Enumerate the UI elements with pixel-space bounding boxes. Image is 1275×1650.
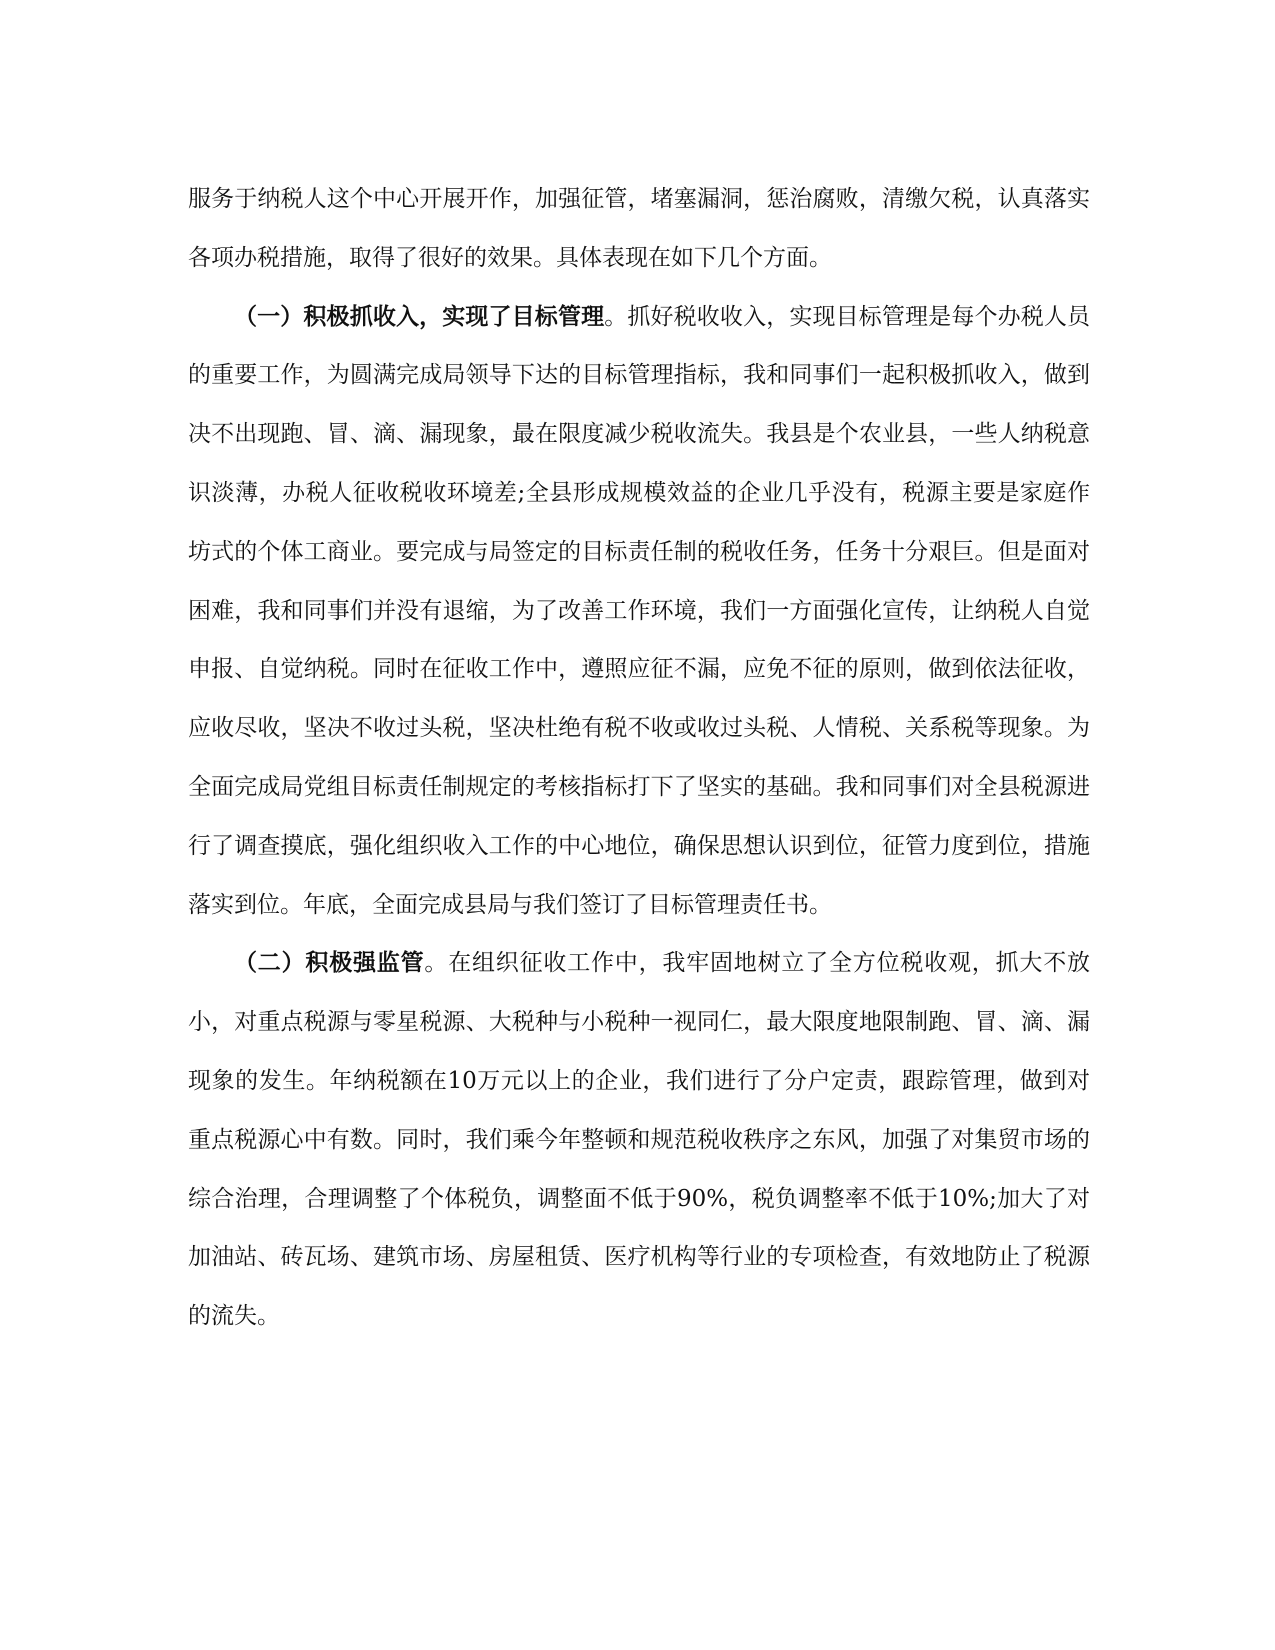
- section-1-heading: （一）积极抓收入，实现了目标管理: [234, 302, 605, 330]
- paragraph-intro-text: 服务于纳税人这个中心开展开作，加强征管，堵塞漏洞，惩治腐败，清缴欠税，认真落实各项办税措施，取得了很好的效果。具体表现在如下几个方面。: [188, 186, 1090, 271]
- section-1-text: 。抓好税收收入，实现目标管理是每个办税人员的重要工作，为圆满完成局领导下达的目标管理指标，我和同事们一起积极抓收入，做到决不出现跑、冒、滴、漏现象，最在限度减少税收流失。我县是个农业县，一些人纳税意识淡薄，办税人征收税收环境差;全县形成规模效益的企业几乎没有，税源主要是家庭作坊式的个体工商业。要完成与局签定的目标责任制的税收任务，任务十分艰巨。但是面对困难，我和同事们并没有退缩，为了改善工作环境，我们一方面强化宣传，让纳税人自觉申报、自觉纳税。同时在征收工作中，遵照应征不漏，应免不征的原则，做到依法征收，应收尽收，坚决不收过头税，坚决杜绝有税不收或收过头税、人情税、关系税等现象。为全面完成局党组目标责任制规定的考核指标打下了坚实的基础。我和同事们对全县税源进行了调查摸底，强化组织收入工作的中心地位，确保思想认识到位，征管力度到位，措施落实到位。年底，全面完成县局与我们签订了目标管理责任书。: [188, 303, 1091, 918]
- document-body: [188, 170, 1090, 1346]
- section-2-text: 。在组织征收工作中，我牢固地树立了全方位税收观，抓大不放小，对重点税源与零星税源、大税种与小税种一视同仁，最大限度地限制跑、冒、滴、漏现象的发生。年纳税额在10万元以上的企业，我们进行了分户定责，跟踪管理，做到对重点税源心中有数。同时，我们乘今年整顿和规范税收秩序之东风，加强了对集贸市场的综合治理，合理调整了个体税负，调整面不低于90%，税负调整率不低于10%;加大了对加油站、砖瓦场、建筑市场、房屋租赁、医疗机构等行业的专项检查，有效地防止了税源的流失。: [188, 950, 1091, 1330]
- paragraph-section-2: [188, 934, 1090, 1346]
- paragraph-section-1: [188, 288, 1090, 935]
- paragraph-intro: [188, 170, 1090, 288]
- section-2-heading: （二）积极强监管: [234, 949, 425, 977]
